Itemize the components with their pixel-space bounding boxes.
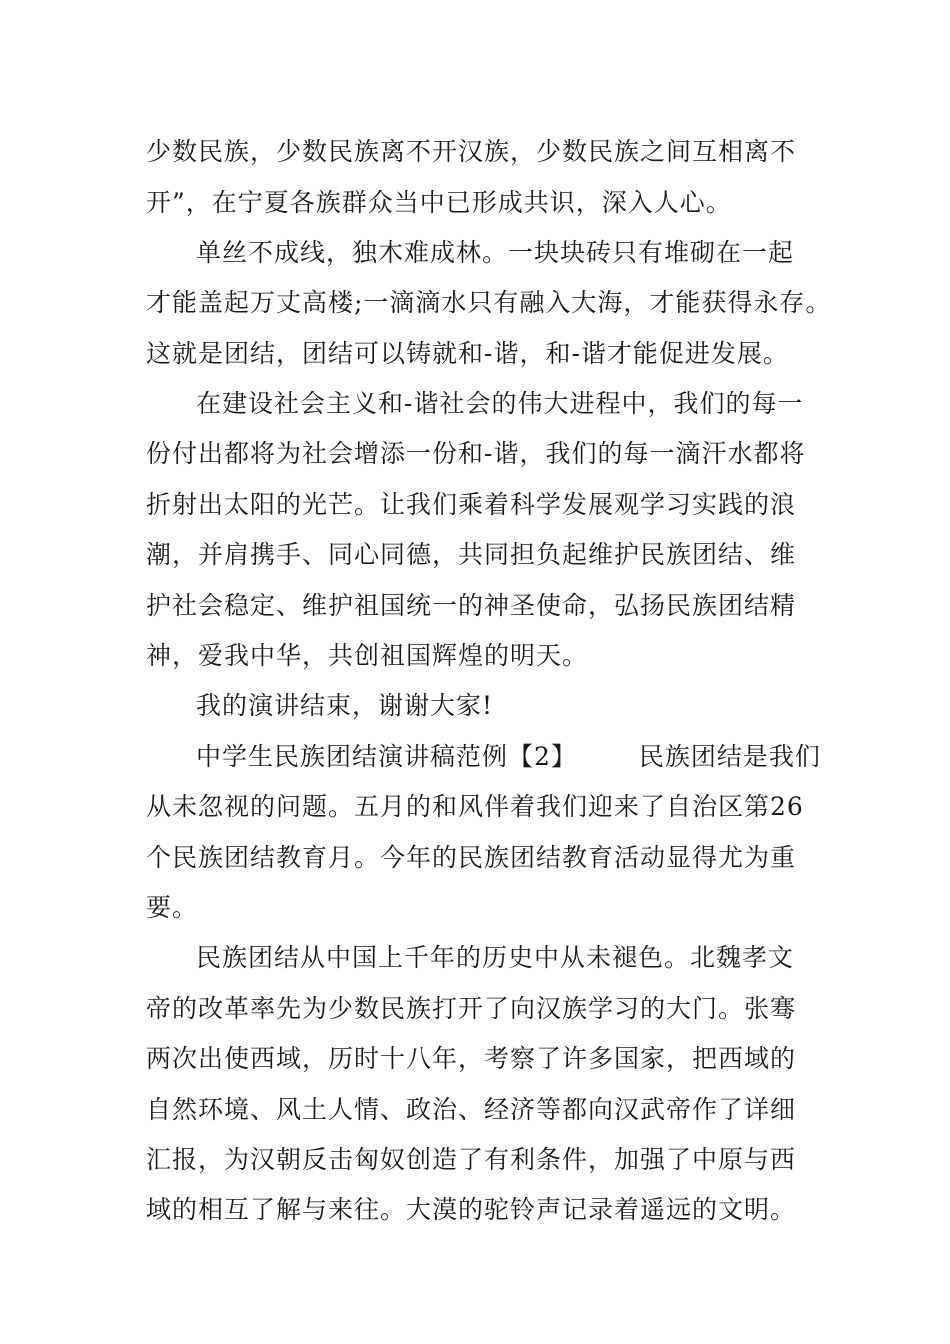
text-line: 份付出都将为社会增添一份和-谐，我们的每一滴汗水都将 [146,439,806,468]
text-line: 自然环境、风土人情、政治、经济等都向汉武帝作了详细 [146,1095,797,1124]
section-heading: 中学生民族团结演讲稿范例【2】 [196,742,577,771]
text-line: 折射出太阳的光芒。让我们乘着科学发展观学习实践的浪 [146,490,797,519]
text-line: 域的相互了解与来往。大漠的驼铃声记录着遥远的文明。 [146,1195,797,1224]
paragraph-start-text: 民族团结是我们 [638,742,821,771]
text-line: 护社会稳定、维护祖国统一的神圣使命，弘扬民族团结精 [146,591,797,620]
text-line: 少数民族，少数民族离不开汉族，少数民族之间互相离不 [146,137,797,166]
text-line: 要。 [146,893,199,922]
text-line: 帝的改革率先为少数民族打开了向汉族学习的大门。张骞 [146,994,797,1023]
text-line: 从未忽视的问题。五月的和风伴着我们迎来了自治区第26 [146,792,804,821]
section-heading-line [196,741,821,773]
paragraph-start-line: 民族团结从中国上千年的历史中从未褪色。北魏孝文 [196,943,795,972]
text-line: 个民族团结教育月。今年的民族团结教育活动显得尤为重 [146,843,797,872]
paragraph-start-line: 单丝不成线，独木难成林。一块块砖只有堆砌在一起 [196,238,795,267]
text-line: 两次出使西域，历时十八年，考察了许多国家，把西域的 [146,1044,797,1073]
text-line: 才能盖起万丈高楼;一滴滴水只有融入大海，才能获得永存。 [146,288,832,317]
closing-line: 我的演讲结束，谢谢大家! [196,691,494,720]
paragraph-start-line: 在建设社会主义和-谐社会的伟大进程中，我们的每一 [196,389,804,418]
text-line: 神，爱我中华，共创祖国辉煌的明天。 [146,641,589,670]
text-line: 开”，在宁夏各族群众当中已形成共识，深入人心。 [146,188,732,217]
text-line: 汇报，为汉朝反击匈奴创造了有利条件，加强了中原与西 [146,1145,797,1174]
text-line: 这就是团结，团结可以铸就和-谐，和-谐才能促进发展。 [146,339,789,368]
text-line: 潮，并肩携手、同心同德，共同担负起维护民族团结、维 [146,540,797,569]
